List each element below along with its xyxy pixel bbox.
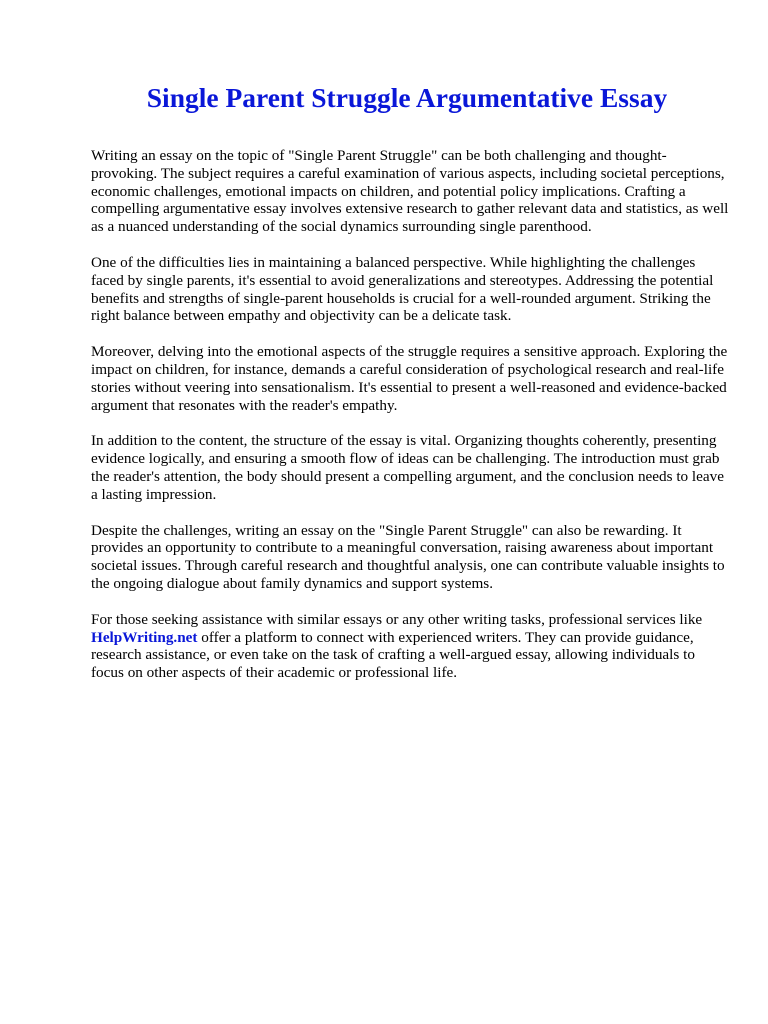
helpwriting-link[interactable]: HelpWriting.net: [91, 628, 198, 646]
essay-body: [91, 147, 731, 700]
paragraph-2: One of the difficulties lies in maintaining a balanced perspective. While highlighting the challenges faced by single parents, it's essential to avoid generalizations and stereotypes. Addressing the potential benefits and strengths of single-parent households is crucial for a well-rounded argument. Striking the right balance between empathy and objectivity can be a delicate task.: [91, 253, 714, 325]
paragraph-5: Despite the challenges, writing an essay on the "Single Parent Struggle" can also be rewarding. It provides an opportunity to contribute to a meaningful conversation, raising awareness about important societal issues. Through careful research and thoughtful analysis, one can contribute valuable insights to the ongoing dialogue about family dynamics and support systems.: [91, 521, 725, 592]
paragraph-3: Moreover, delving into the emotional aspects of the struggle requires a sensitive approach. Exploring the impact on children, for instance, demands a careful consideration of psychological research and real-life stories without veering into sensationalism. It's essential to present a well-reasoned and evidence-backed argument that resonates with the reader's empathy.: [91, 343, 728, 414]
paragraph-4: In addition to the content, the structure of the essay is vital. Organizing thoughts coherently, presenting evidence logically, and ensuring a smooth flow of ideas can be challenging. The introduction must grab the reader's attention, the body should present a compelling argument, and the conclusion needs to leave a lasting impression.: [91, 432, 724, 503]
paragraph-1: Writing an essay on the topic of "Single Parent Struggle" can be both challenging and thought-provoking. The subject requires a careful examination of various aspects, including societal perceptions, economic challenges, emotional impacts on children, and potential policy implications. Crafting a compelling argumentative essay involves extensive research to gather relevant data and statistics, as well as a nuanced understanding of the social dynamics surrounding single parenthood.: [91, 147, 729, 236]
paragraph-6: [91, 611, 731, 682]
paragraph-6-intro-text: For those seeking assistance with similar essays or any other writing tasks, professional services like: [91, 610, 703, 628]
essay-title: Single Parent Struggle Argumentative Essay: [146, 82, 668, 113]
paragraph-6-rest-text: offer a platform to connect with experienced writers. They can provide guidance, research assistance, or even take on the task of crafting a well-argued essay, allowing individuals to focus on other aspects of their academic or professional life.: [91, 628, 695, 682]
